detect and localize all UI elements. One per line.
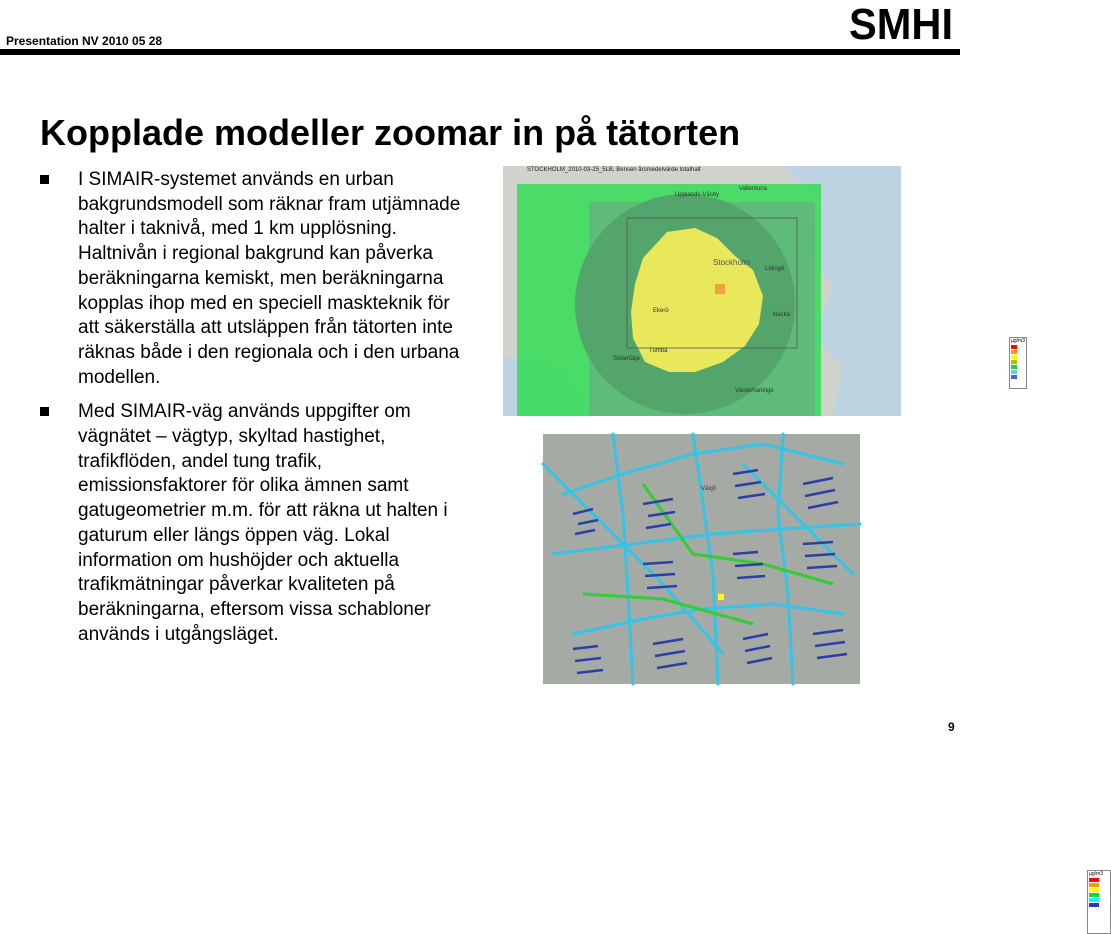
- map1-caption: STOCKHOLM_2010-03-25_5LB, Bensen årsmedelvärde totalhalt: [527, 167, 701, 173]
- legend-swatch: [1011, 345, 1017, 349]
- map-place-label: Lidingö: [765, 266, 785, 272]
- slide-title: Kopplade modeller zoomar in på tätorten: [40, 112, 741, 153]
- bullet-text: I SIMAIR-systemet används en urban bakgrundsmodell som räknar fram utjämnade halter i taknivå, med 1 km upplösning. Haltnivån i regional bakgrund kan påverka beräkningarna kemiskt, men beräkningarna kopplas ihop med en speciell maskteknik för att säkerställa att utsläppen från tätorten inte räknas både i den regionala och i den urbana modellen.: [78, 169, 461, 388]
- smhi-logo: [848, 0, 954, 49]
- legend-swatch: [1011, 370, 1017, 374]
- bullet-text: Med SIMAIR-väg används uppgifter om vägnätet – vägtyp, skyltad hastighet, trafikflöden, andel tung trafik, emissionsfaktorer för olika ämnen samt gatugeometrier m.m. för att räkna ut halten i gaturum eller längs öppen väg. Lokal information om hushöjder och aktuella trafikmätningar påverkar kvaliteten på beräkningarna, eftersom vissa schabloner används i utgångsläget.: [78, 401, 448, 645]
- stockholm-concentration-map: [503, 166, 1025, 416]
- square-bullet-icon: [40, 407, 49, 416]
- stockholm-map-image: [503, 166, 901, 416]
- page-number: 9: [948, 720, 955, 734]
- legend-swatch: [1011, 350, 1017, 354]
- legend-swatch: [1089, 898, 1099, 902]
- legend-swatch: [1089, 903, 1099, 907]
- street-concentration-map: [543, 434, 1103, 877]
- legend-swatch: [1011, 355, 1017, 359]
- header-text: Presentation NV 2010 05 28: [6, 34, 163, 48]
- map-place-label: Stockholm: [713, 258, 751, 267]
- map-place-label: Tumba: [649, 348, 668, 354]
- bullet-list: [40, 168, 470, 657]
- legend-swatch: [1089, 888, 1099, 892]
- map-place-label: Nacka: [773, 312, 791, 318]
- street-map-image: [543, 434, 860, 684]
- map-place-label: Ekerö: [653, 308, 669, 314]
- map-place-label: Växjö: [701, 486, 717, 492]
- bullet-item: [40, 400, 470, 647]
- legend-swatch: [1089, 893, 1099, 897]
- legend-swatch: [1089, 878, 1099, 882]
- legend-unit: µg/m3: [1011, 338, 1025, 344]
- legend-swatch: [1011, 365, 1017, 369]
- legend-swatch: [1089, 883, 1099, 887]
- legend-swatch: [1011, 360, 1017, 364]
- map1-legend: [1009, 337, 1027, 389]
- map-place-label: Vallentuna: [739, 186, 767, 192]
- square-bullet-icon: [40, 175, 49, 184]
- bullet-item: [40, 168, 470, 390]
- map-place-label: Västerhaninge: [735, 388, 774, 394]
- map-place-label: Södertälje: [613, 356, 641, 362]
- legend-swatch: [1011, 375, 1017, 379]
- legend-unit: µg/m3: [1089, 871, 1103, 877]
- map2-legend: [1087, 870, 1111, 934]
- map-place-label: Upplands-Väsby: [675, 192, 720, 198]
- smhi-logo-text: SMHI: [849, 0, 953, 49]
- header-rule: [0, 49, 960, 55]
